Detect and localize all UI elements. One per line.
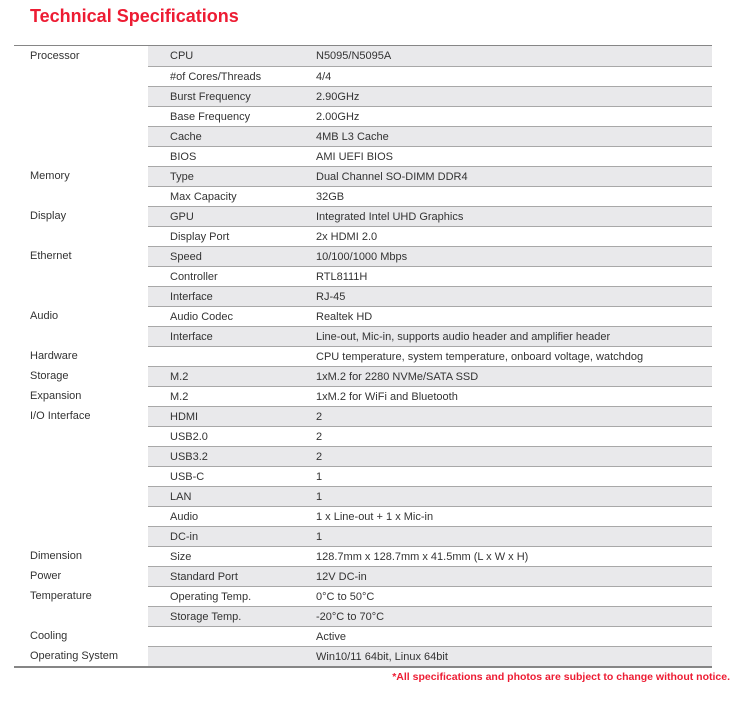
spec-row-content	[148, 626, 712, 646]
category-cell: Hardware	[30, 350, 78, 362]
spec-row-content	[148, 526, 712, 546]
category-cell	[14, 226, 148, 246]
page-title: Technical Specifications	[30, 6, 239, 26]
category-cell	[14, 486, 148, 506]
spec-value: 32GB	[316, 190, 345, 203]
category-cell	[14, 106, 148, 126]
spec-label: USB-C	[170, 470, 205, 483]
spec-label: #of Cores/Threads	[170, 70, 262, 83]
category-cell	[14, 326, 148, 346]
spec-label: Burst Frequency	[170, 90, 251, 103]
spec-row-content	[148, 106, 712, 126]
table-row	[14, 466, 712, 486]
category-cell: Processor	[30, 50, 80, 62]
table-row	[14, 346, 712, 366]
spec-row-content	[148, 506, 712, 526]
spec-value: RTL8111H	[316, 270, 368, 283]
table-row	[14, 366, 712, 386]
table-row	[14, 166, 712, 186]
spec-value: 1 x Line-out + 1 x Mic-in	[316, 510, 434, 523]
spec-row-content	[148, 326, 712, 346]
category-cell	[14, 266, 148, 286]
spec-row-content	[148, 406, 712, 426]
spec-row-content	[148, 446, 712, 466]
table-row	[14, 226, 712, 246]
spec-value: CPU temperature, system temperature, onboard voltage, watchdog	[316, 350, 644, 363]
table-row	[14, 526, 712, 546]
spec-value: 2x HDMI 2.0	[316, 230, 378, 243]
spec-value: 2.90GHz	[316, 90, 360, 103]
spec-label: Size	[170, 550, 192, 563]
table-row	[14, 646, 712, 666]
spec-value: 1	[316, 490, 323, 503]
category-cell	[14, 66, 148, 86]
spec-value: 0°C to 50°C	[316, 590, 375, 603]
spec-label: Display Port	[170, 230, 230, 243]
spec-value: 2	[316, 430, 323, 443]
spec-row-content	[148, 346, 712, 366]
category-cell	[14, 186, 148, 206]
spec-label: M.2	[170, 390, 189, 403]
spec-value: 1xM.2 for WiFi and Bluetooth	[316, 390, 458, 403]
spec-row-content	[148, 546, 712, 566]
table-row	[14, 486, 712, 506]
table-row	[14, 406, 712, 426]
spec-label: CPU	[170, 50, 194, 62]
category-cell	[14, 606, 148, 626]
spec-label: Interface	[170, 330, 213, 343]
spec-row-content	[148, 46, 712, 66]
spec-label: Interface	[170, 290, 213, 303]
category-cell: Power	[30, 570, 62, 582]
category-cell	[14, 86, 148, 106]
spec-value: 10/100/1000 Mbps	[316, 250, 408, 263]
table-row	[14, 146, 712, 166]
category-cell	[14, 146, 148, 166]
spec-row-content	[148, 566, 712, 586]
table-row	[14, 286, 712, 306]
spec-label: HDMI	[170, 410, 199, 423]
category-cell: Memory	[30, 170, 70, 182]
table-row	[14, 46, 712, 66]
spec-value: 2	[316, 450, 323, 463]
spec-row-content	[148, 186, 712, 206]
category-cell	[14, 526, 148, 546]
spec-row-content	[148, 306, 712, 326]
category-cell	[14, 506, 148, 526]
spec-label: USB3.2	[170, 450, 208, 463]
category-cell	[14, 446, 148, 466]
table-row	[14, 246, 712, 266]
spec-row-content	[148, 226, 712, 246]
table-row	[14, 626, 712, 646]
category-cell: Temperature	[30, 590, 92, 602]
category-cell	[14, 466, 148, 486]
spec-value: Integrated Intel UHD Graphics	[316, 210, 464, 223]
spec-value: Active	[316, 630, 346, 643]
category-cell	[14, 126, 148, 146]
spec-row-content	[148, 166, 712, 186]
spec-value: 2	[316, 410, 323, 423]
spec-label: Type	[170, 170, 194, 183]
spec-label: BIOS	[170, 150, 197, 163]
footnote: *All specifications and photos are subject to change without notice.	[392, 671, 730, 683]
spec-table	[14, 45, 712, 668]
table-row	[14, 266, 712, 286]
table-row	[14, 446, 712, 466]
table-row	[14, 186, 712, 206]
spec-value: N5095/N5095A	[316, 50, 392, 62]
spec-row-content	[148, 386, 712, 406]
table-row	[14, 86, 712, 106]
spec-value: 4MB L3 Cache	[316, 130, 389, 143]
spec-value: 4/4	[316, 70, 332, 83]
spec-value: 2.00GHz	[316, 110, 360, 123]
category-cell: Display	[30, 210, 67, 222]
table-row	[14, 206, 712, 226]
spec-label: Speed	[170, 250, 202, 263]
spec-value: Line-out, Mic-in, supports audio header and amplifier header	[316, 330, 611, 343]
category-cell	[14, 426, 148, 446]
category-cell: Audio	[30, 310, 59, 322]
spec-value: RJ-45	[316, 290, 346, 303]
table-row	[14, 306, 712, 326]
spec-value: 1	[316, 470, 323, 483]
category-cell: Storage	[30, 370, 69, 382]
spec-label: M.2	[170, 370, 189, 383]
spec-label: USB2.0	[170, 430, 208, 443]
spec-row-content	[148, 606, 712, 626]
spec-row-content	[148, 646, 712, 666]
spec-label: Standard Port	[170, 570, 238, 583]
category-cell: Ethernet	[30, 250, 72, 262]
spec-label: Storage Temp.	[170, 610, 242, 623]
spec-row-content	[148, 126, 712, 146]
category-cell: Operating System	[30, 650, 119, 662]
spec-value: AMI UEFI BIOS	[316, 150, 394, 163]
spec-value: -20°C to 70°C	[316, 610, 385, 623]
spec-label: LAN	[170, 490, 192, 503]
spec-label: Cache	[170, 130, 202, 143]
table-row	[14, 546, 712, 566]
spec-label: Audio	[170, 510, 199, 523]
category-cell: I/O Interface	[30, 410, 91, 422]
spec-value: 128.7mm x 128.7mm x 41.5mm (L x W x H)	[316, 550, 529, 563]
spec-value: 1xM.2 for 2280 NVMe/SATA SSD	[316, 370, 479, 383]
spec-row-content	[148, 366, 712, 386]
spec-row-content	[148, 466, 712, 486]
spec-row-content	[148, 206, 712, 226]
spec-row-content	[148, 586, 712, 606]
spec-value: Dual Channel SO-DIMM DDR4	[316, 170, 468, 183]
spec-label: Audio Codec	[170, 310, 233, 323]
spec-value: 1	[316, 530, 323, 543]
category-cell: Expansion	[30, 390, 82, 402]
spec-value: Realtek HD	[316, 310, 373, 323]
spec-row-content	[148, 86, 712, 106]
spec-value: 12V DC-in	[316, 570, 367, 583]
table-row	[14, 426, 712, 446]
spec-label: GPU	[170, 210, 194, 223]
table-row	[14, 326, 712, 346]
spec-value: Win10/11 64bit, Linux 64bit	[316, 650, 448, 663]
table-row	[14, 386, 712, 406]
spec-label: Max Capacity	[170, 190, 237, 203]
spec-row-content	[148, 486, 712, 506]
spec-label: DC-in	[170, 530, 199, 543]
table-row	[14, 566, 712, 586]
spec-row-content	[148, 286, 712, 306]
spec-row-content	[148, 66, 712, 86]
category-cell: Cooling	[30, 630, 68, 642]
category-cell	[14, 286, 148, 306]
spec-row-content	[148, 146, 712, 166]
table-row	[14, 506, 712, 526]
table-row	[14, 66, 712, 86]
table-row	[14, 126, 712, 146]
spec-row-content	[148, 266, 712, 286]
table-row	[14, 606, 712, 626]
table-row	[14, 586, 712, 606]
spec-label: Controller	[170, 270, 218, 283]
spec-row-content	[148, 426, 712, 446]
spec-row-content	[148, 246, 712, 266]
spec-label: Base Frequency	[170, 110, 251, 123]
table-row	[14, 106, 712, 126]
spec-label: Operating Temp.	[170, 590, 252, 603]
category-cell: Dimension	[30, 550, 82, 562]
